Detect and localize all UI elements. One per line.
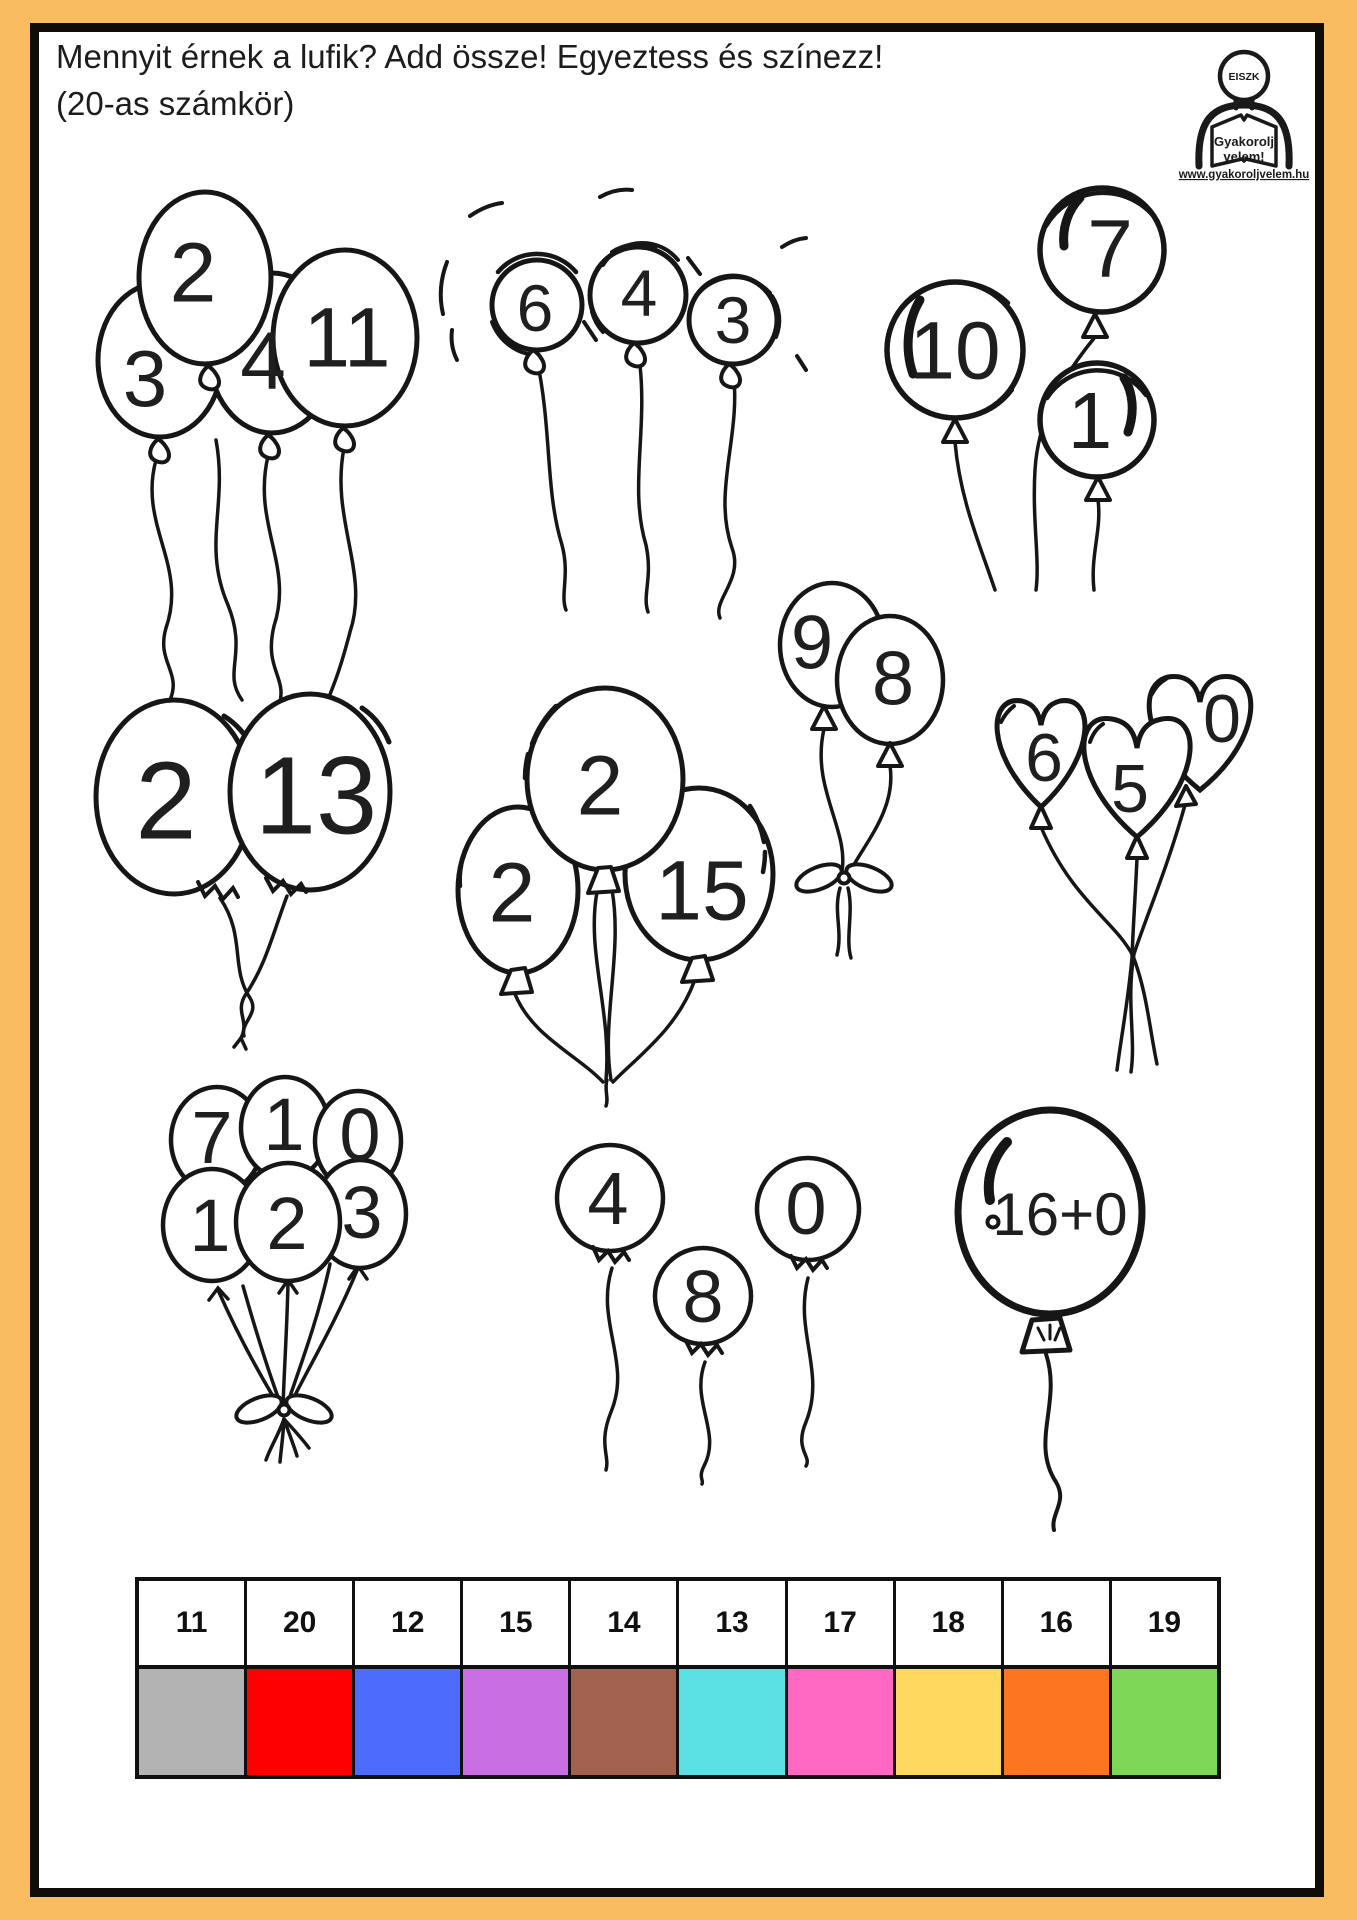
balloon-number: 8 <box>871 636 915 722</box>
answer-number-cell: 11 <box>139 1581 244 1669</box>
balloon-group-10 <box>958 1110 1142 1530</box>
balloon-knot <box>1031 806 1051 828</box>
table-column <box>679 1581 787 1775</box>
logo-book-line1: Gyakorolj <box>1214 134 1274 149</box>
balloon-knot <box>1022 1318 1070 1352</box>
strings-group-1 <box>152 440 356 705</box>
balloon-group-7 <box>997 677 1251 1072</box>
answer-number-cell: 13 <box>679 1581 784 1669</box>
balloon-number: 2 <box>169 225 217 320</box>
balloon-knot <box>260 435 279 458</box>
balloon-number: 13 <box>254 734 378 858</box>
balloon-knot <box>812 706 836 729</box>
title-line-2: (20-as számkör) <box>56 84 295 122</box>
table-column <box>355 1581 463 1775</box>
balloon-number: 3 <box>714 283 752 358</box>
color-swatch-cell <box>463 1669 568 1775</box>
answer-number-cell: 16 <box>1004 1581 1109 1669</box>
balloon-number: 10 <box>909 305 1001 397</box>
color-swatch-cell <box>571 1669 676 1775</box>
table-column <box>139 1581 247 1775</box>
balloon-number: 4 <box>620 256 658 331</box>
balloon-number: 9 <box>790 600 834 686</box>
balloon-number: 4 <box>587 1156 629 1240</box>
table-column <box>1112 1581 1217 1775</box>
color-swatch-cell <box>1112 1669 1217 1775</box>
balloon-number: 15 <box>655 843 749 938</box>
logo-circle-text: EISZK <box>1228 71 1260 83</box>
answer-color-table <box>135 1577 1221 1779</box>
answer-number-cell: 14 <box>571 1581 676 1669</box>
balloon-knot <box>1127 836 1147 858</box>
color-swatch-cell <box>1004 1669 1109 1775</box>
balloon-number: 0 <box>1203 680 1241 757</box>
logo-website: www.gyakoroljvelem.hu <box>1178 169 1310 181</box>
logo <box>1178 52 1310 181</box>
balloon-number: 11 <box>303 290 391 385</box>
title-line-1: Mennyit érnek a lufik? Add össze! Egyeztess és színezz! <box>56 38 884 75</box>
strings-group-5 <box>220 896 287 1049</box>
balloon-knot <box>525 350 544 373</box>
balloon-group-3 <box>887 188 1164 590</box>
balloon-number: 3 <box>341 1170 383 1254</box>
color-swatch-cell <box>355 1669 460 1775</box>
table-column <box>571 1581 679 1775</box>
balloon-number: 2 <box>266 1181 308 1265</box>
answer-number-cell: 17 <box>788 1581 893 1669</box>
balloon-knot <box>1086 477 1110 500</box>
balloon-knot <box>943 419 967 442</box>
table-column <box>463 1581 571 1775</box>
balloon-group-1 <box>98 192 417 705</box>
balloon-number: 1 <box>1067 376 1113 465</box>
balloon-number: 2 <box>488 845 536 940</box>
balloon-number: 6 <box>516 271 554 346</box>
balloon-group-8 <box>163 1077 406 1462</box>
answer-number-cell: 12 <box>355 1581 460 1669</box>
balloon-number: 6 <box>1025 719 1063 796</box>
strings-group-8 <box>209 1264 367 1409</box>
strings-group-2 <box>537 350 735 618</box>
table-column <box>896 1581 1004 1775</box>
balloon-number: 0 <box>785 1166 827 1250</box>
balloon-group-9 <box>557 1145 859 1484</box>
table-column <box>1004 1581 1112 1775</box>
balloon-group-5 <box>96 694 390 1049</box>
balloon-number: 0 <box>339 1092 381 1176</box>
answer-number-cell: 19 <box>1112 1581 1217 1669</box>
logo-book-line2: velem! <box>1223 149 1265 164</box>
balloon-number: 8 <box>682 1254 724 1338</box>
balloon-number: 7 <box>191 1095 233 1179</box>
answer-number-cell: 20 <box>247 1581 352 1669</box>
color-swatch-cell <box>247 1669 352 1775</box>
strings-group-7 <box>1041 805 1185 1072</box>
balloon-knot <box>150 439 169 462</box>
balloon-group-4 <box>780 583 943 958</box>
balloon-number: 2 <box>135 739 197 863</box>
color-swatch-cell <box>679 1669 784 1775</box>
string-bow <box>793 859 896 958</box>
answer-number-cell: 18 <box>896 1581 1001 1669</box>
strings-group-4 <box>821 729 891 878</box>
table-column <box>788 1581 896 1775</box>
table-column <box>247 1581 355 1775</box>
balloon-knot <box>721 364 740 387</box>
balloon-number: 4 <box>240 315 286 407</box>
answer-number-cell: 15 <box>463 1581 568 1669</box>
balloon-knot <box>878 743 902 766</box>
color-swatch-cell <box>896 1669 1001 1775</box>
balloon-number: 16+0 <box>992 1181 1128 1248</box>
balloon-number: 3 <box>122 334 168 423</box>
balloon-number: 5 <box>1111 750 1149 827</box>
balloon-knot <box>1083 314 1107 337</box>
balloon-number: 1 <box>189 1183 231 1267</box>
balloon-number: 7 <box>1087 203 1133 295</box>
balloon-number: 2 <box>576 738 624 833</box>
color-swatch-cell <box>139 1669 244 1775</box>
balloon-number: 1 <box>263 1082 305 1166</box>
balloon-group-2 <box>441 190 806 618</box>
color-swatch-cell <box>788 1669 893 1775</box>
balloon-group-6 <box>458 688 773 1106</box>
balloon-knot <box>626 343 645 366</box>
balloon-string <box>1045 1354 1060 1530</box>
balloon-knot <box>335 428 354 451</box>
